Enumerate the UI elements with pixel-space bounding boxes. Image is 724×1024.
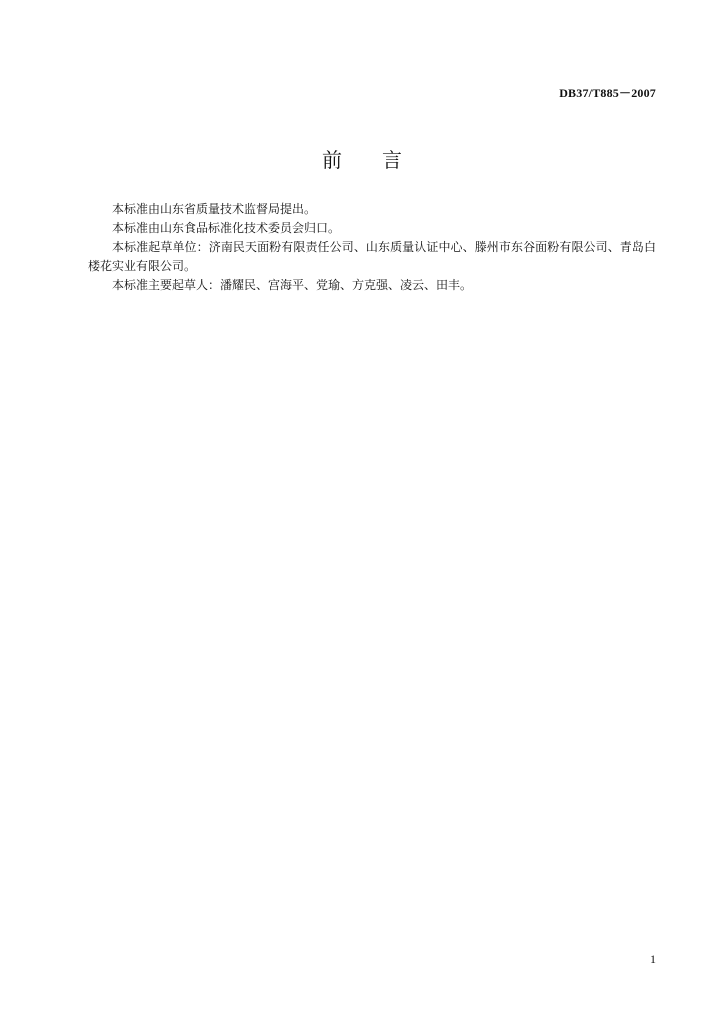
- paragraph-drafting-units: 本标准起草单位：济南民天面粉有限责任公司、山东质量认证中心、滕州市东谷面粉有限公司、青岛白楼花实业有限公司。: [88, 240, 656, 273]
- title-char-1: 前: [322, 148, 342, 172]
- title-char-2: 言: [382, 148, 402, 172]
- paragraph-committee: 本标准由山东食品标准化技术委员会归口。: [112, 221, 341, 235]
- paragraph-drafters: 本标准主要起草人：潘耀民、宫海平、党瑜、方克强、凌云、田丰。: [112, 278, 473, 292]
- page-title: [0, 144, 724, 173]
- page-number: 1: [650, 952, 656, 966]
- standard-code: DB37/T885－2007: [559, 86, 656, 100]
- paragraph-proposer: 本标准由山东省质量技术监督局提出。: [112, 202, 317, 216]
- foreword-body: [88, 200, 656, 295]
